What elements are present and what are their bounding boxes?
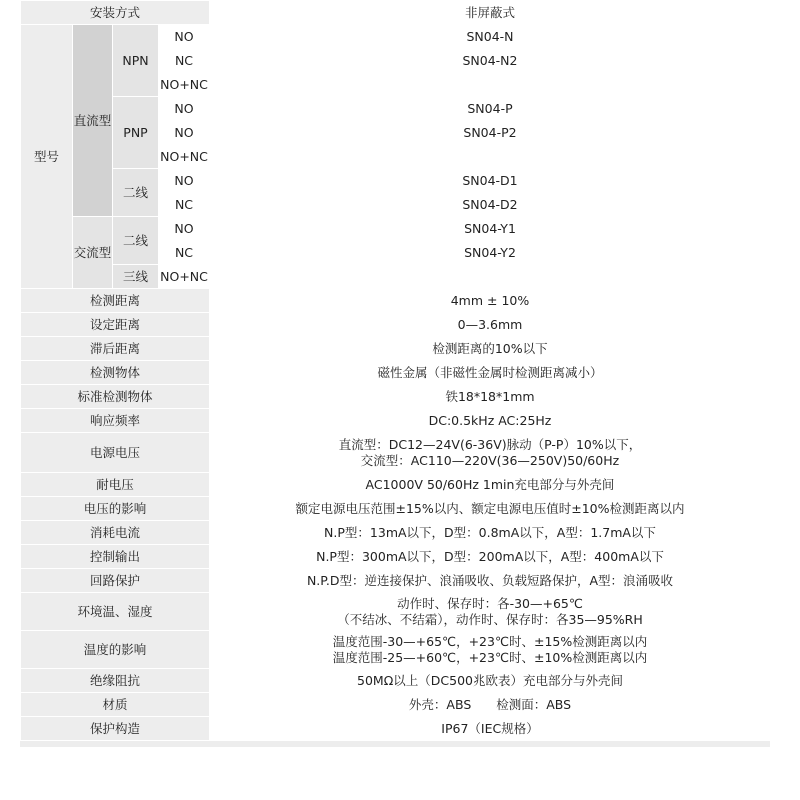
spec-sheet [20,0,770,747]
row-label: 温度的影响 [21,631,210,669]
output-option: NO [159,25,210,49]
model-number: SN04-P [210,97,771,121]
table-row [21,25,771,49]
row-label: 电源电压 [21,433,210,473]
row-value: 额定电源电压范围±15%以内、额定电源电压值时±10%检测距离以内 [210,497,771,521]
row-value: 温度范围-30—+65℃，+23℃时、±15%检测距离以内 温度范围-25—+60℃，+23℃时、±10%检测距离以内 [210,631,771,669]
row-label: 绝缘阻抗 [21,669,210,693]
pnp-label: PNP [113,97,159,169]
row-value: N.P型：300mA以下，D型：200mA以下，A型：400mA以下 [210,545,771,569]
table-row [21,337,771,361]
npn-label: NPN [113,25,159,97]
table-row [21,169,771,193]
output-option: NC [159,193,210,217]
row-value: 直流型：DC12—24V(6-36V)脉动（P-P）10%以下， 交流型：AC110—220V(36—250V)50/60Hz [210,433,771,473]
row-label: 安装方式 [21,1,210,25]
row-value: 0—3.6mm [210,313,771,337]
table-row [21,593,771,631]
two-wire-dc-label: 二线 [113,169,159,217]
model-number: SN04-N [210,25,771,49]
model-number [210,145,771,169]
row-label: 检测距离 [21,289,210,313]
spec-table [20,0,771,741]
row-label: 滞后距离 [21,337,210,361]
output-option: NO+NC [159,265,210,289]
row-value: 动作时、保存时：各-30—+65℃ （不结冰、不结霜），动作时、保存时：各35—95%RH [210,593,771,631]
table-row [21,97,771,121]
model-number: SN04-D2 [210,193,771,217]
table-row [21,521,771,545]
row-value: AC1000V 50/60Hz 1min充电部分与外壳间 [210,473,771,497]
row-value: N.P型：13mA以下，D型：0.8mA以下，A型：1.7mA以下 [210,521,771,545]
row-value: 4mm ± 10% [210,289,771,313]
output-option: NO [159,169,210,193]
table-row [21,217,771,241]
table-row [21,545,771,569]
model-number: SN04-N2 [210,49,771,73]
row-label: 标准检测物体 [21,385,210,409]
row-label: 响应频率 [21,409,210,433]
row-value: DC:0.5kHz AC:25Hz [210,409,771,433]
table-row [21,669,771,693]
table-row [21,361,771,385]
row-label: 检测物体 [21,361,210,385]
three-wire-label: 三线 [113,265,159,289]
row-label: 耐电压 [21,473,210,497]
output-option: NC [159,241,210,265]
row-value: N.P.D型：逆连接保护、浪涌吸收、负载短路保护，A型：浪涌吸收 [210,569,771,593]
output-option: NO [159,97,210,121]
row-value: 磁性金属（非磁性金属时检测距离减小） [210,361,771,385]
dc-type-label: 直流型 [73,25,113,217]
model-number [210,73,771,97]
model-label: 型号 [21,25,73,289]
table-row [21,385,771,409]
ac-type-label: 交流型 [73,217,113,289]
table-row [21,569,771,593]
output-option: NO [159,121,210,145]
table-row [21,717,771,741]
table-row [21,265,771,289]
table-row [21,433,771,473]
model-number: SN04-Y2 [210,241,771,265]
row-label: 设定距离 [21,313,210,337]
row-label: 材质 [21,693,210,717]
model-number [210,265,771,289]
model-number: SN04-P2 [210,121,771,145]
table-row [21,497,771,521]
table-row [21,631,771,669]
row-value: 外壳：ABS 检测面：ABS [210,693,771,717]
model-number: SN04-Y1 [210,217,771,241]
table-row [21,1,771,25]
row-value: 检测距离的10%以下 [210,337,771,361]
row-label: 控制输出 [21,545,210,569]
row-label: 保护构造 [21,717,210,741]
output-option: NO+NC [159,145,210,169]
model-number: SN04-D1 [210,169,771,193]
output-option: NC [159,49,210,73]
row-label: 电压的影响 [21,497,210,521]
row-value: IP67（IEC规格） [210,717,771,741]
row-value: 50MΩ以上（DC500兆欧表）充电部分与外壳间 [210,669,771,693]
row-label: 环境温、湿度 [21,593,210,631]
row-value: 铁18*18*1mm [210,385,771,409]
row-label: 消耗电流 [21,521,210,545]
two-wire-ac-label: 二线 [113,217,159,265]
table-row [21,409,771,433]
table-row [21,289,771,313]
output-option: NO+NC [159,73,210,97]
table-row [21,313,771,337]
table-row [21,473,771,497]
row-value: 非屏蔽式 [210,1,771,25]
row-label: 回路保护 [21,569,210,593]
output-option: NO [159,217,210,241]
table-row [21,693,771,717]
